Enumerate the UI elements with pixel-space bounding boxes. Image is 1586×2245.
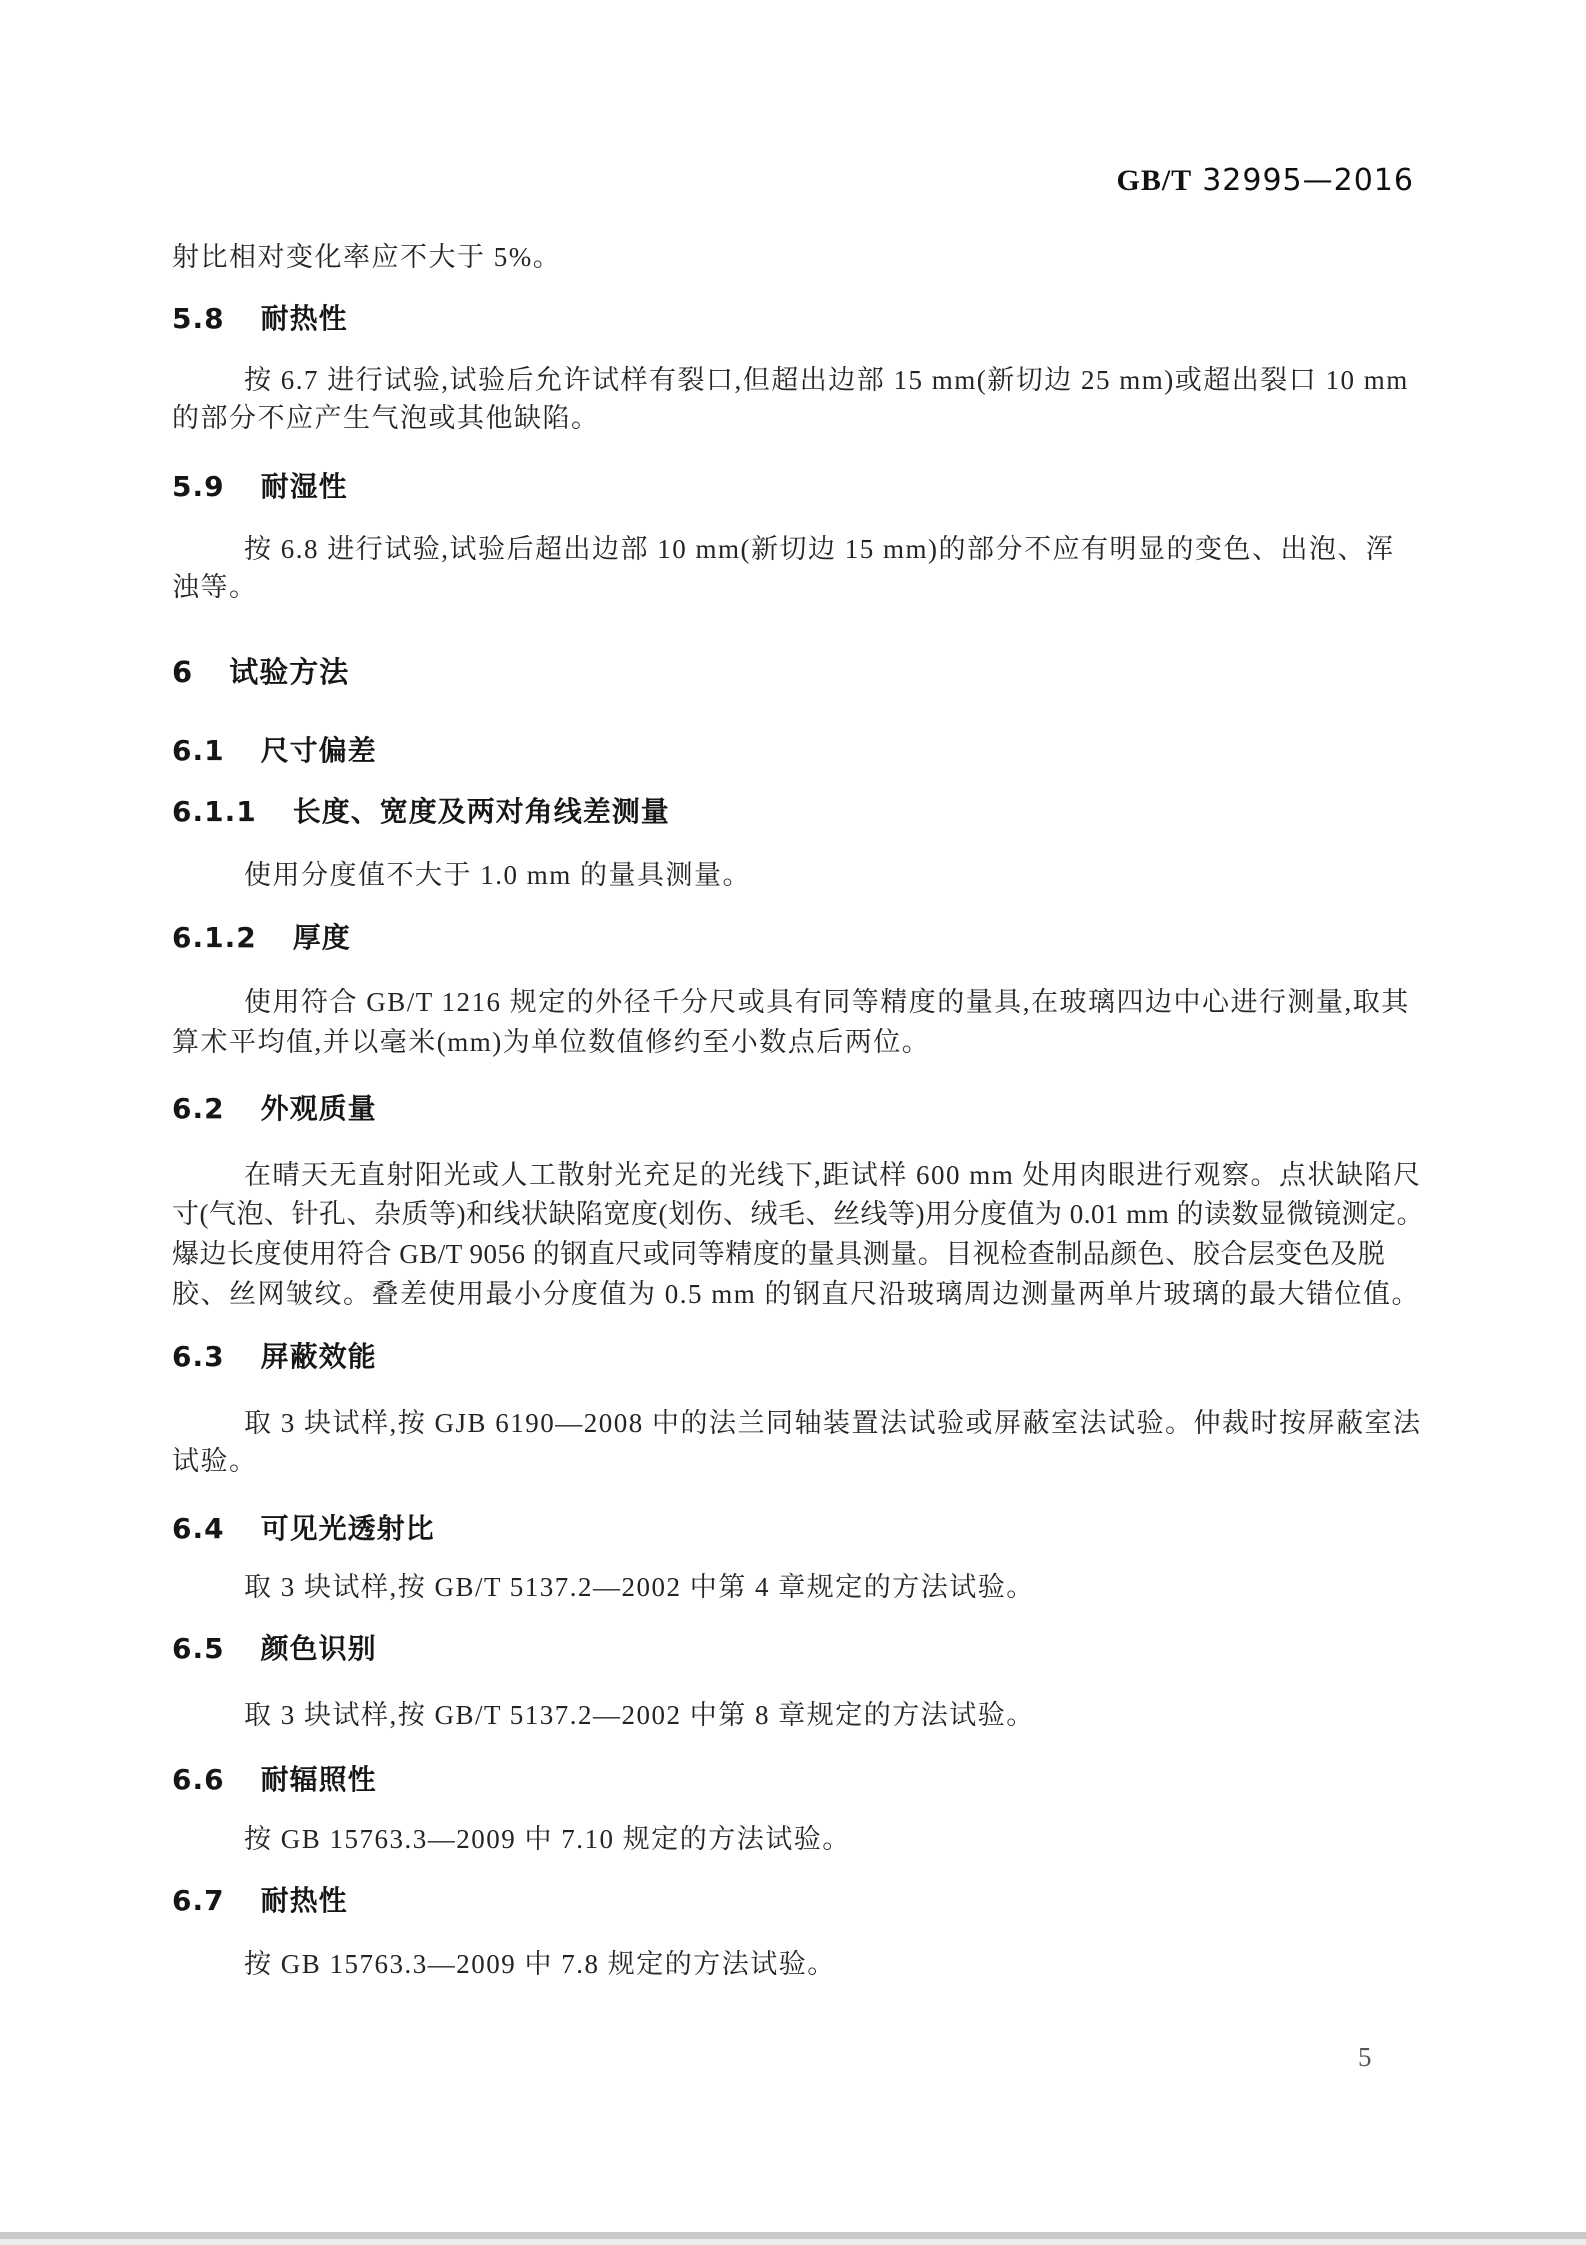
section-number: 6.6 bbox=[172, 1763, 225, 1796]
section-number: 6.4 bbox=[172, 1512, 225, 1545]
paragraph-line: 胶、丝网皱纹。叠差使用最小分度值为 0.5 mm 的钢直尺沿玻璃周边测量两单片玻璃的最大错位值。 bbox=[172, 1279, 1421, 1309]
paragraph-line: 按 GB 15763.3—2009 中 7.10 规定的方法试验。 bbox=[244, 1824, 851, 1854]
section-title: 耐热性 bbox=[260, 1884, 348, 1917]
section-title: 可见光透射比 bbox=[260, 1512, 435, 1545]
page-number: 5 bbox=[1358, 2042, 1372, 2072]
scan-bottom-margin bbox=[0, 2239, 1586, 2245]
paragraph-line: 使用分度值不大于 1.0 mm 的量具测量。 bbox=[244, 860, 752, 890]
section-title: 长度、宽度及两对角线差测量 bbox=[292, 795, 670, 828]
section-title: 耐湿性 bbox=[260, 470, 348, 503]
section-number: 6.7 bbox=[172, 1884, 225, 1917]
chapter-title: 试验方法 bbox=[229, 655, 350, 689]
scan-bottom-edge bbox=[0, 2232, 1586, 2239]
section-heading-6-1-1 bbox=[172, 795, 1470, 829]
section-heading-6-5 bbox=[172, 1632, 1470, 1666]
paragraph-line: 取 3 块试样,按 GB/T 5137.2—2002 中第 4 章规定的方法试验。 bbox=[244, 1572, 1035, 1602]
section-title: 尺寸偏差 bbox=[260, 734, 377, 767]
paragraph-line: 在晴天无直射阳光或人工散射光充足的光线下,距试样 600 mm 处用肉眼进行观察。点状缺陷尺 bbox=[244, 1160, 1422, 1190]
section-number: 6.5 bbox=[172, 1632, 225, 1665]
section-heading-5-8 bbox=[172, 302, 1470, 336]
paragraph-line: 算术平均值,并以毫米(mm)为单位数值修约至小数点后两位。 bbox=[172, 1027, 931, 1057]
section-number: 6.1 bbox=[172, 734, 225, 767]
section-heading-6-7 bbox=[172, 1884, 1470, 1918]
paragraph-line: 爆边长度使用符合 GB/T 9056 的钢直尺或同等精度的量具测量。目视检查制品颜色、胶合层变色及脱 bbox=[172, 1239, 1386, 1269]
section-heading-6-4 bbox=[172, 1512, 1470, 1546]
paragraph-line: 寸(气泡、针孔、杂质等)和线状缺陷宽度(划伤、绒毛、丝线等)用分度值为 0.01 mm 的读数显微镜测定。 bbox=[172, 1199, 1424, 1229]
paragraph-line: 的部分不应产生气泡或其他缺陷。 bbox=[172, 403, 600, 433]
section-number: 6.1.1 bbox=[172, 795, 257, 828]
paragraph-line: 试验。 bbox=[172, 1446, 258, 1476]
section-title: 外观质量 bbox=[260, 1092, 377, 1125]
chapter-number: 6 bbox=[172, 655, 194, 689]
paragraph-line: 取 3 块试样,按 GJB 6190—2008 中的法兰同轴装置法试验或屏蔽室法试验。仲裁时按屏蔽室法 bbox=[244, 1408, 1422, 1438]
section-title: 厚度 bbox=[292, 921, 351, 954]
section-heading-6-1 bbox=[172, 734, 1470, 768]
paragraph-line: 取 3 块试样,按 GB/T 5137.2—2002 中第 8 章规定的方法试验。 bbox=[244, 1700, 1035, 1730]
paragraph-line: 按 6.8 进行试验,试验后超出边部 10 mm(新切边 15 mm)的部分不应有明显的变色、出泡、浑 bbox=[244, 534, 1395, 564]
page-header bbox=[1116, 163, 1415, 198]
section-number: 6.1.2 bbox=[172, 921, 257, 954]
standard-code-prefix: GB/T bbox=[1116, 164, 1193, 197]
chapter-heading-6 bbox=[172, 655, 1470, 689]
section-title: 耐热性 bbox=[260, 302, 348, 335]
paragraph-line: 按 6.7 进行试验,试验后允许试样有裂口,但超出边部 15 mm(新切边 25 mm)或超出裂口 10 mm bbox=[244, 365, 1409, 395]
section-number: 6.3 bbox=[172, 1340, 225, 1373]
section-heading-6-3 bbox=[172, 1340, 1470, 1374]
paragraph-line: 浊等。 bbox=[172, 572, 258, 602]
standard-code-number: 32995—2016 bbox=[1202, 163, 1414, 198]
section-number: 5.9 bbox=[172, 470, 225, 503]
section-heading-6-6 bbox=[172, 1763, 1470, 1797]
section-title: 屏蔽效能 bbox=[260, 1340, 377, 1373]
section-title: 耐辐照性 bbox=[260, 1763, 377, 1796]
section-number: 5.8 bbox=[172, 302, 225, 335]
carryover-text-line: 射比相对变化率应不大于 5%。 bbox=[172, 242, 562, 272]
section-title: 颜色识别 bbox=[260, 1632, 377, 1665]
section-heading-6-2 bbox=[172, 1092, 1470, 1126]
section-heading-5-9 bbox=[172, 470, 1470, 504]
section-number: 6.2 bbox=[172, 1092, 225, 1125]
section-heading-6-1-2 bbox=[172, 921, 1470, 955]
paragraph-line: 按 GB 15763.3—2009 中 7.8 规定的方法试验。 bbox=[244, 1949, 836, 1979]
paragraph-line: 使用符合 GB/T 1216 规定的外径千分尺或具有同等精度的量具,在玻璃四边中心进行测量,取其 bbox=[244, 987, 1410, 1017]
